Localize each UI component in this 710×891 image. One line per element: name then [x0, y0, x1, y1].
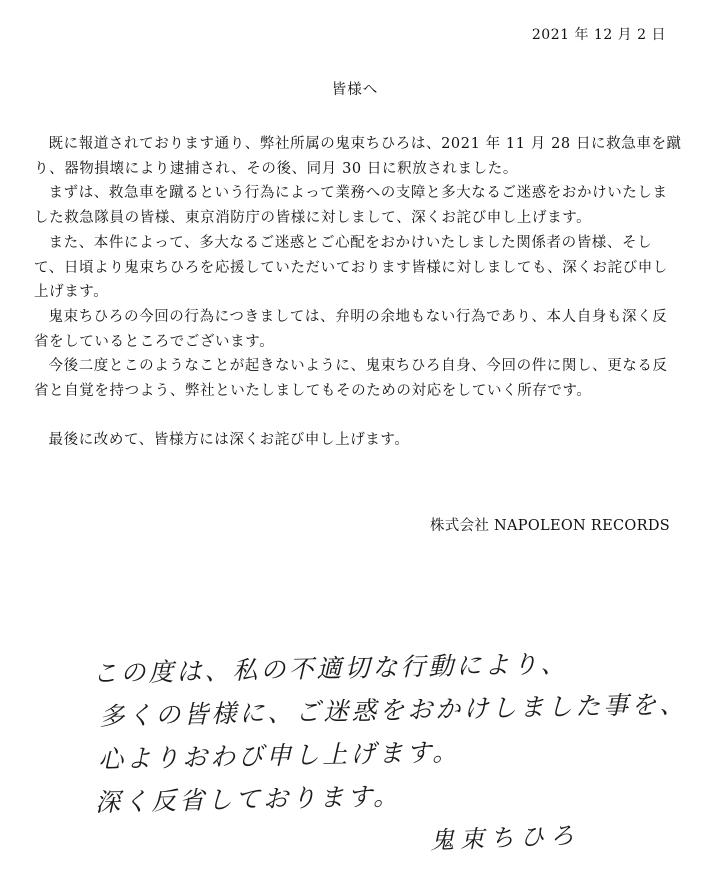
- paragraph: 既に報道されております通り、弊社所属の鬼束ちひろは、2021 年 11 月 28 日に救急車を蹴り、器物損壊により逮捕され、その後、同月 30 日に釈放されました。: [34, 136, 682, 177]
- handwritten-line: 多くの皆様に、ご迷惑をおかけしました事を、: [99, 689, 688, 731]
- handwritten-line: 心よりおわび申し上げます。: [97, 737, 461, 774]
- handwritten-line: 深く反省しております。: [94, 781, 402, 817]
- paragraph: まずは、救急車を蹴るという行為によって業務への支障と多大なるご迷惑をおかけいたしました救急隊員の皆様、東京消防庁の皆様に対しまして、深くお詫び申し上げます。: [34, 185, 668, 227]
- salutation: 皆様へ: [331, 82, 379, 98]
- paragraph: 鬼束ちひろの今回の行為につきましては、弁明の余地もない行為であり、本人自身も深く反省をしているところでございます。: [34, 308, 668, 350]
- paragraph: また、本件によって、多大なるご迷惑とご心配をおかけいたしました関係者の皆様、そして、日頃より鬼束ちひろを応援していただいております皆様に対しましても、深くお詫び申し上げます。: [34, 234, 668, 301]
- paragraph: 今後二度とこのようなことが起きないように、鬼束ちひろ自身、今回の件に関し、更なる反省と自覚を持つよう、弊社といたしましてもそのための対応をしていく所存です。: [34, 358, 668, 400]
- handwritten-signature: 鬼束ちひろ: [429, 821, 581, 855]
- closing-paragraph: 最後に改めて、皆様方には深くお詫び申し上げます。: [48, 432, 410, 449]
- document-date: 2021 年 12 月 2 日: [531, 27, 666, 43]
- handwritten-note: [92, 640, 688, 824]
- statement-body: [34, 132, 682, 453]
- company-name: 株式会社 NAPOLEON RECORDS: [429, 518, 670, 534]
- handwritten-line: この度は、私の不適切な行動により、: [92, 649, 569, 688]
